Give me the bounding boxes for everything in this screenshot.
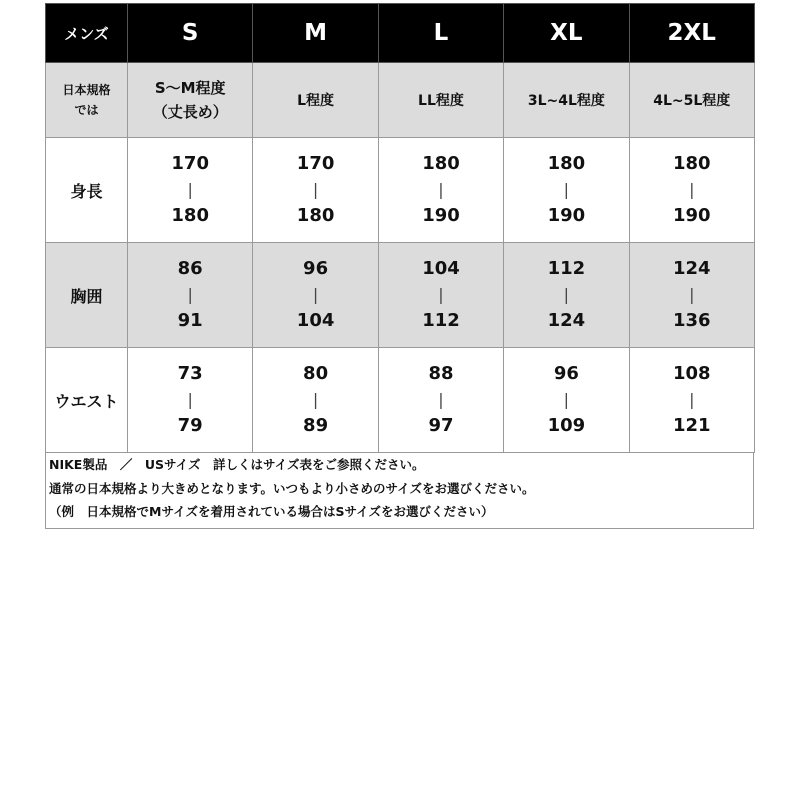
range-max: 79 xyxy=(177,415,203,436)
range-min: 86 xyxy=(177,258,203,279)
range-min: 112 xyxy=(547,258,586,279)
jp-equivalent-row xyxy=(46,63,755,138)
measure-cell xyxy=(504,243,629,348)
range-max: 190 xyxy=(672,205,711,226)
jp-equivalent-line1: S〜M程度 xyxy=(154,79,226,97)
measure-cell xyxy=(504,138,629,243)
jp-equivalent-cell: L程度 xyxy=(253,63,378,138)
range-max: 180 xyxy=(171,205,209,226)
measure-cell xyxy=(378,138,503,243)
range-separator: | xyxy=(312,390,319,409)
range-min: 73 xyxy=(177,363,203,384)
size-chart xyxy=(45,3,754,529)
range-separator: | xyxy=(563,390,570,409)
range-max: 112 xyxy=(422,310,460,331)
range-max: 121 xyxy=(672,415,711,436)
size-xl-header: XL xyxy=(504,4,629,63)
measure-cell xyxy=(629,138,754,243)
range-min: 180 xyxy=(672,153,711,174)
note-line: 通常の日本規格より大きめとなります。いつもより小さめのサイズをお選びください。 xyxy=(49,480,535,496)
range-separator: | xyxy=(187,180,193,199)
range-min: 124 xyxy=(672,258,711,279)
range-min: 88 xyxy=(428,363,454,384)
height-row-label: 身長 xyxy=(46,138,128,243)
range-max: 109 xyxy=(547,415,586,436)
height-row xyxy=(46,138,755,243)
jp-row-label-line2: では xyxy=(74,103,99,117)
range-separator: | xyxy=(438,180,444,199)
range-max: 190 xyxy=(547,205,586,226)
range-separator: | xyxy=(689,180,695,199)
jp-equivalent-cell xyxy=(128,63,253,138)
jp-row-label-line1: 日本規格 xyxy=(62,83,111,97)
jp-equivalent-cell: 3L~4L程度 xyxy=(504,63,629,138)
size-m-header: M xyxy=(253,4,378,63)
size-notes xyxy=(45,453,754,529)
range-min: 96 xyxy=(553,363,579,384)
measure-cell xyxy=(253,243,378,348)
range-separator: | xyxy=(563,285,570,304)
note-line: （例 日本規格でMサイズを着用されている場合はSサイズをお選びください） xyxy=(49,504,494,519)
range-max: 136 xyxy=(672,310,711,331)
range-separator: | xyxy=(187,390,193,409)
range-separator: | xyxy=(312,180,319,199)
measure-cell xyxy=(378,243,503,348)
range-min: 180 xyxy=(422,153,460,174)
range-min: 180 xyxy=(547,153,586,174)
range-separator: | xyxy=(312,285,319,304)
measure-cell xyxy=(128,138,253,243)
jp-equivalent-cell: LL程度 xyxy=(378,63,503,138)
range-separator: | xyxy=(689,285,695,304)
note-line: NIKE製品 ／ USサイズ 詳しくはサイズ表をご参照ください。 xyxy=(49,457,425,472)
measure-cell xyxy=(128,243,253,348)
measure-cell xyxy=(378,348,503,453)
waist-row xyxy=(46,348,755,453)
size-header-row xyxy=(46,4,755,63)
jp-equivalent-cell: 4L~5L程度 xyxy=(629,63,754,138)
measure-cell xyxy=(253,348,378,453)
measure-cell xyxy=(128,348,253,453)
range-min: 170 xyxy=(296,153,335,174)
range-max: 124 xyxy=(547,310,586,331)
size-2xl-header: 2XL xyxy=(629,4,754,63)
measure-cell xyxy=(629,348,754,453)
range-min: 104 xyxy=(422,258,460,279)
range-max: 190 xyxy=(422,205,460,226)
chest-row-label: 胸囲 xyxy=(46,243,128,348)
range-max: 97 xyxy=(428,415,454,436)
range-separator: | xyxy=(438,390,444,409)
measure-cell xyxy=(253,138,378,243)
range-max: 180 xyxy=(296,205,335,226)
range-separator: | xyxy=(689,390,695,409)
measure-cell xyxy=(629,243,754,348)
range-max: 89 xyxy=(303,415,329,436)
chest-row xyxy=(46,243,755,348)
size-s-header: S xyxy=(128,4,253,63)
range-min: 96 xyxy=(303,258,329,279)
corner-label: メンズ xyxy=(46,4,128,63)
range-min: 108 xyxy=(672,363,711,384)
size-l-header: L xyxy=(378,4,503,63)
range-min: 80 xyxy=(303,363,329,384)
range-max: 91 xyxy=(177,310,203,331)
range-max: 104 xyxy=(296,310,335,331)
waist-row-label: ウエスト xyxy=(46,348,128,453)
jp-equivalent-line2: （丈長め） xyxy=(152,103,228,121)
measure-cell xyxy=(504,348,629,453)
range-separator: | xyxy=(563,180,570,199)
range-min: 170 xyxy=(171,153,209,174)
range-separator: | xyxy=(187,285,193,304)
jp-row-label xyxy=(46,63,128,138)
range-separator: | xyxy=(438,285,444,304)
size-table xyxy=(45,3,755,453)
